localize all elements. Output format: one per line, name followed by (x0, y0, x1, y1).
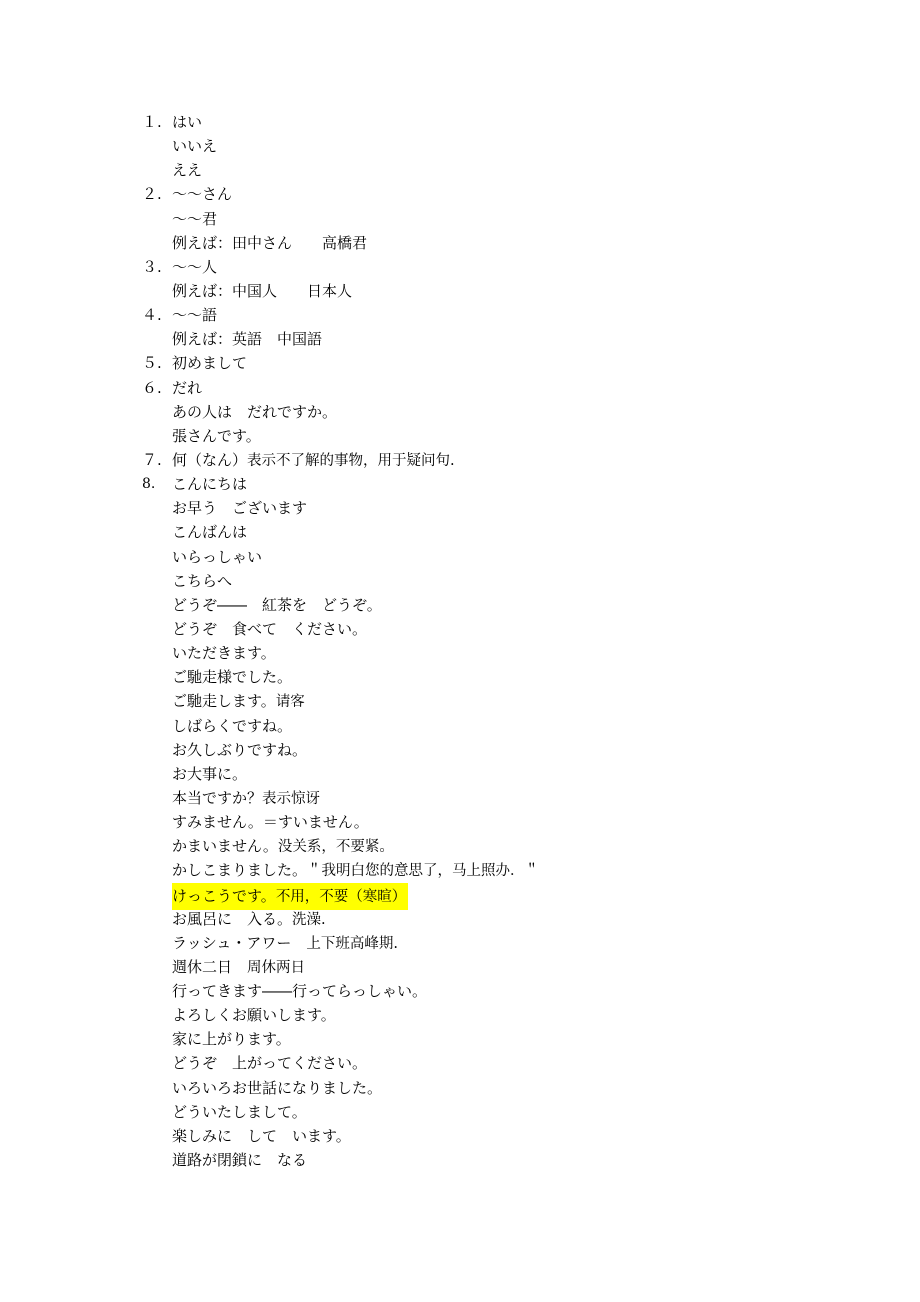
japanese-text: いただきます。 (172, 644, 276, 663)
japanese-text: ～～人 (172, 257, 218, 276)
line-text (172, 762, 247, 786)
line-text (172, 1148, 307, 1172)
japanese-text: ～～語 (172, 306, 218, 325)
chinese-note: 不用，不要（寒暄） (275, 888, 407, 905)
text-line (0, 231, 920, 255)
text-line (0, 158, 920, 182)
line-text (172, 955, 305, 980)
line-text (172, 134, 217, 158)
text-line (0, 472, 920, 496)
line-text (172, 617, 367, 641)
japanese-text: 張さんです。 (172, 426, 261, 445)
japanese-text: こんにちは (172, 475, 248, 494)
chinese-note: 周休两日 (247, 959, 306, 976)
japanese-text: お大事に。 (172, 764, 248, 783)
line-text (172, 400, 337, 424)
japanese-text: お早う ございます (172, 499, 308, 518)
text-line (0, 134, 920, 158)
line-text (172, 1003, 336, 1027)
japanese-text: ～～さん (172, 185, 233, 204)
text-line (0, 593, 920, 617)
list-number: ５. (142, 354, 162, 373)
text-line (0, 303, 920, 327)
text-line (0, 979, 920, 1003)
line-text (172, 376, 202, 400)
japanese-text: 楽しみに して います。 (172, 1126, 351, 1145)
text-line (0, 931, 920, 955)
japanese-text: ご馳走します。 (172, 692, 276, 711)
text-line (0, 182, 920, 206)
japanese-text: かしこまりました。 (172, 861, 308, 880)
text-line (0, 1051, 920, 1075)
japanese-text: 家に上がります。 (172, 1030, 291, 1049)
chinese-note: 没关系，不要紧。 (277, 839, 394, 856)
japanese-text: あの人は だれですか。 (172, 402, 338, 421)
line-text (172, 327, 322, 351)
text-line (0, 424, 920, 448)
text-line (0, 279, 920, 303)
text-line (0, 1100, 920, 1124)
text-line (0, 545, 920, 569)
line-text (172, 1051, 367, 1075)
japanese-text: いらっしゃい (172, 547, 263, 566)
line-text (172, 110, 202, 134)
text-line (0, 1148, 920, 1172)
text-line (0, 207, 920, 231)
line-text (172, 207, 217, 231)
highlighted-text (172, 883, 408, 910)
list-number: ３. (142, 257, 162, 276)
text-line (0, 834, 920, 858)
list-number: ２. (142, 185, 162, 204)
line-text (172, 1124, 351, 1148)
line-text (172, 351, 247, 375)
line-text (172, 158, 202, 182)
japanese-text: どういたしまして。 (172, 1102, 307, 1121)
japanese-text: どうぞ 上がってください。 (172, 1054, 368, 1073)
text-line (0, 569, 920, 593)
line-text (172, 1100, 307, 1124)
line-text (172, 593, 382, 617)
japanese-text: 何（なん） (172, 450, 248, 469)
japanese-text: ラッシュ・アワー (172, 933, 307, 952)
text-line (0, 858, 920, 882)
line-text (172, 1076, 382, 1100)
japanese-text: どうぞ 食べて ください。 (172, 619, 368, 638)
text-line (0, 665, 920, 689)
line-text (172, 931, 398, 956)
text-line (0, 617, 920, 641)
japanese-text: 週休二日 (172, 957, 248, 976)
line-text (172, 738, 307, 762)
text-line (0, 810, 920, 834)
document-body (0, 110, 920, 1172)
line-text (172, 907, 326, 932)
japanese-text: いろいろお世話になりました。 (172, 1078, 383, 1097)
japanese-text: ご馳走様でした。 (172, 668, 293, 687)
japanese-text: よろしくお願いします。 (172, 1006, 336, 1025)
line-text (172, 1027, 291, 1051)
list-number: ７. (142, 450, 162, 469)
line-text (172, 255, 217, 279)
line-text (172, 979, 427, 1003)
line-text (172, 858, 539, 883)
japanese-text: こんばんは (172, 523, 248, 542)
line-text (172, 786, 320, 811)
japanese-text: どうぞ―― 紅茶を どうぞ。 (172, 595, 382, 614)
text-line (0, 351, 920, 375)
japanese-text: お久しぶりですね。 (172, 740, 308, 759)
japanese-text: だれ (172, 378, 203, 397)
text-line (0, 1124, 920, 1148)
text-line (0, 496, 920, 520)
text-line (0, 255, 920, 279)
text-line (0, 520, 920, 544)
japanese-text: ええ (172, 161, 203, 180)
text-line (0, 883, 920, 907)
chinese-note: ＂我明白您的意思了，马上照办．＂ (307, 863, 540, 880)
japanese-text: 初めまして (172, 354, 248, 373)
text-line (0, 907, 920, 931)
japanese-text: お風呂に 入る。 (172, 909, 293, 928)
japanese-text: 本当ですか？ (172, 788, 263, 807)
text-line (0, 1027, 920, 1051)
japanese-text: かまいません。 (172, 837, 278, 856)
japanese-text: ～～君 (172, 209, 218, 228)
chinese-note: 表示不了解的事物，用于疑问句. (247, 452, 455, 469)
text-line (0, 327, 920, 351)
text-line (0, 786, 920, 810)
line-text (172, 303, 217, 327)
japanese-text: しばらくですね。 (172, 716, 293, 735)
line-text (172, 231, 367, 255)
line-text (172, 424, 261, 448)
chinese-note: 洗澡. (292, 911, 326, 928)
text-line (0, 110, 920, 134)
japanese-text: すみません。＝すいません。 (172, 813, 369, 832)
text-line (0, 714, 920, 738)
chinese-note: 上下班高峰期. (306, 935, 399, 952)
text-line (0, 689, 920, 713)
line-text (172, 834, 394, 859)
text-line (0, 1076, 920, 1100)
text-line (0, 376, 920, 400)
line-text (172, 689, 305, 714)
text-line (0, 762, 920, 786)
chinese-note: 表示惊讶 (262, 790, 321, 807)
chinese-note: 请客 (275, 694, 305, 711)
line-text (172, 448, 455, 473)
line-text (172, 182, 232, 206)
list-number: ４. (142, 306, 162, 325)
japanese-text: いいえ (172, 137, 218, 156)
line-text (172, 714, 292, 738)
line-text (172, 279, 352, 303)
line-text (172, 665, 292, 689)
japanese-text: 例えば：英語 中国語 (172, 330, 323, 349)
text-line (0, 955, 920, 979)
line-text (172, 810, 369, 834)
japanese-text: こちらへ (172, 571, 233, 590)
japanese-text: 例えば：中国人 日本人 (172, 281, 353, 300)
line-text (172, 641, 276, 665)
text-line (0, 738, 920, 762)
text-line (0, 448, 920, 472)
text-line (0, 400, 920, 424)
japanese-text: けっこうです。 (172, 886, 276, 905)
japanese-text: 例えば：田中さん 高橋君 (172, 233, 368, 252)
line-text (172, 520, 247, 544)
line-text (172, 545, 262, 569)
list-number: １. (142, 113, 162, 131)
japanese-text: はい (172, 113, 203, 131)
line-text (172, 569, 232, 593)
list-number: ６. (142, 378, 162, 397)
japanese-text: 道路が閉鎖に なる (172, 1151, 308, 1170)
japanese-text: 行ってきます――行ってらっしゃい。 (172, 982, 428, 1001)
list-number: 8. (142, 476, 156, 493)
line-text (172, 496, 307, 520)
text-line (0, 1003, 920, 1027)
text-line (0, 641, 920, 665)
line-text (172, 472, 247, 496)
